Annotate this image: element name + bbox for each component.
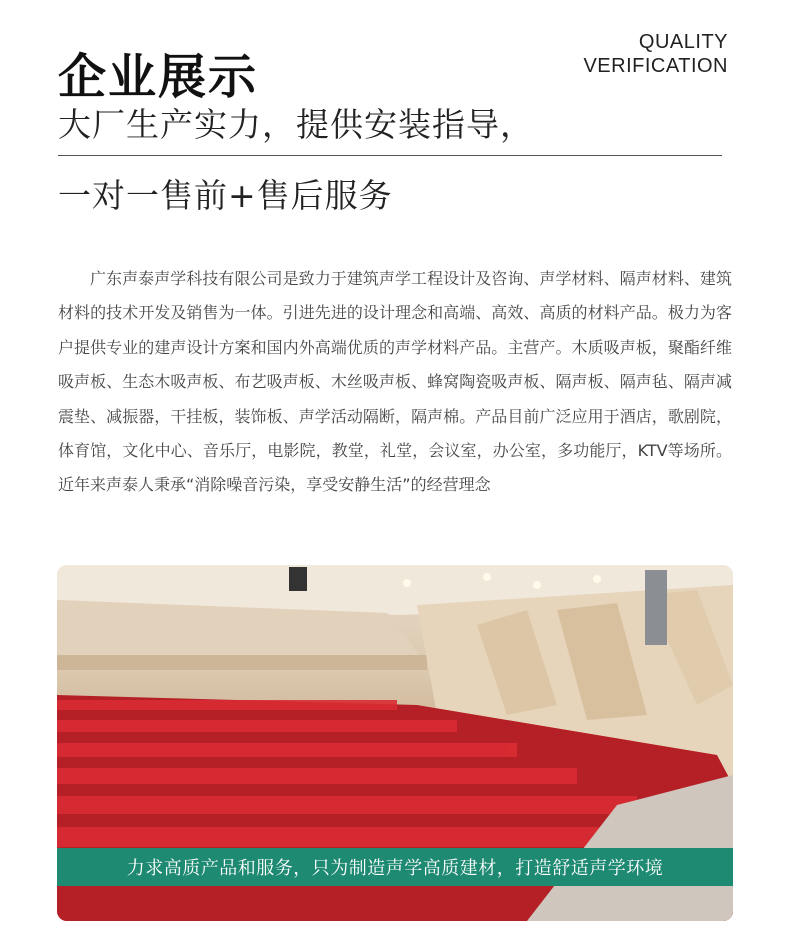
subtitle-production: 大厂生产实力，提供安装指导， [58,105,534,144]
quality-verification-label [583,30,728,78]
page-title: 企业展示 [58,49,259,105]
slogan-banner: 力求高质产品和服务，只为制造声学高质建材，打造舒适声学环境 [57,848,733,886]
verification-line: VERIFICATION [583,55,728,77]
subtitle-service: 一对一售前+售后服务 [58,176,393,215]
divider-line [58,155,722,156]
quality-line: QUALITY [638,31,728,53]
company-intro: 广东声泰声学科技有限公司是致力于建筑声学工程设计及咨询、声学材料、隔声材料、建筑材料的技术开发及销售为一体。引进先进的设计理念和高端、高效、高质的材料产品。极力为客户提供专业的建声设计方案和国内外高端优质的声学材料产品。主营产。木质吸声板，聚酯纤维吸声板、生态木吸声板、布艺吸声板、木丝吸声板、蜂窝陶瓷吸声板、隔声板、隔声毡、隔声减震垫、减振器，干挂板，装饰板、声学活动隔断，隔声棉。产品目前广泛应用于酒店，歌剧院，体育馆，文化中心、音乐厅，电影院，教堂，礼堂，会议室，办公室，多功能厅，KTV等场所。 近年来声泰人秉承“消除噪音污染，享受安静生活”的经营理念 [58,269,732,495]
auditorium-photo [57,565,733,921]
